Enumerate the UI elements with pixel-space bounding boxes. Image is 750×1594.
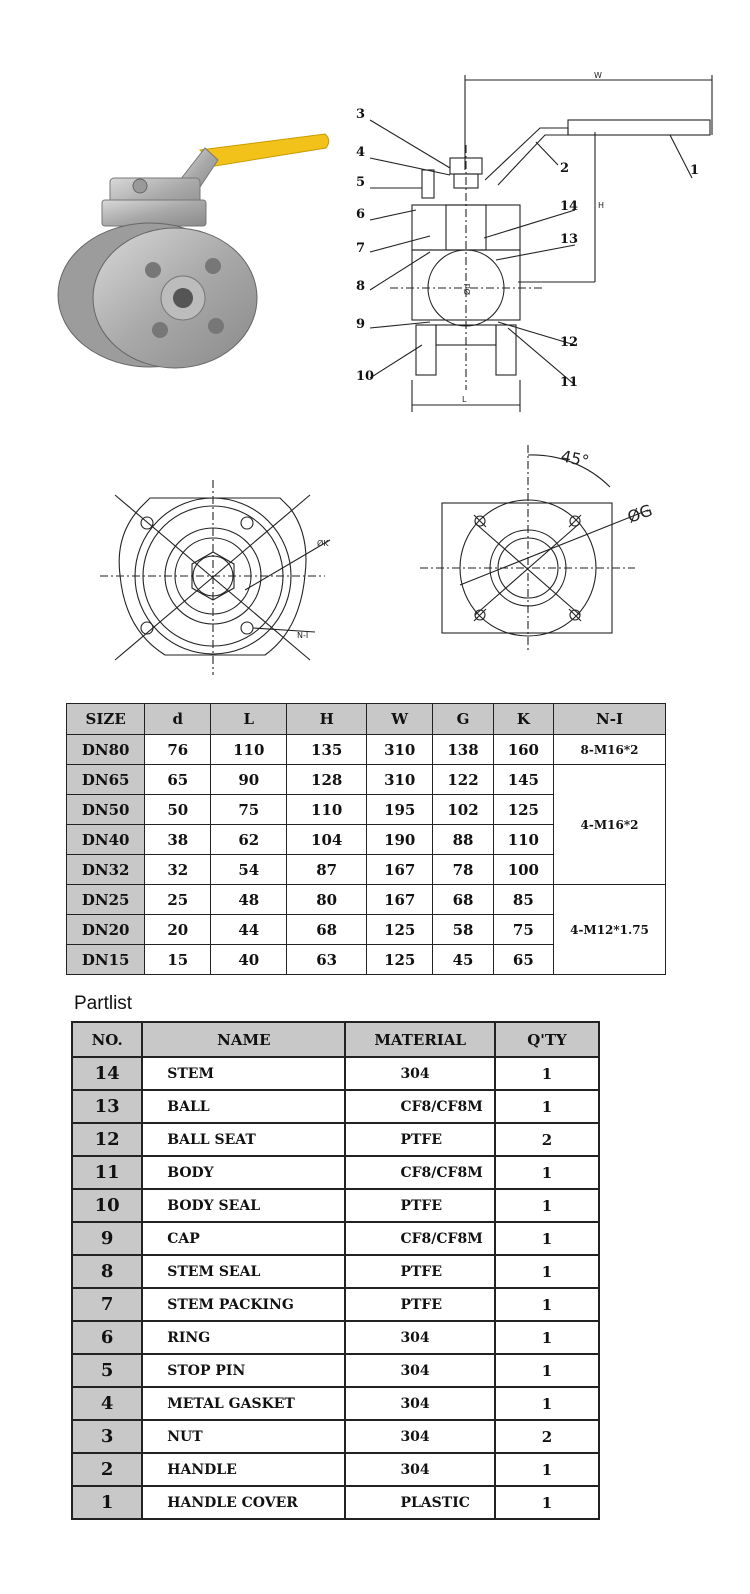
w-cell: 125	[367, 945, 433, 975]
size-cell: DN80	[67, 735, 145, 765]
g-cell: 102	[433, 795, 493, 825]
d-cell: 15	[145, 945, 211, 975]
header-size: SIZE	[67, 704, 145, 735]
g-cell: 78	[433, 855, 493, 885]
d-cell: 38	[145, 825, 211, 855]
valve-photo	[40, 120, 340, 370]
part-name: STEM PACKING	[142, 1288, 345, 1321]
k-cell: 75	[493, 915, 553, 945]
l-cell: 54	[211, 855, 287, 885]
k-cell: 110	[493, 825, 553, 855]
size-cell: DN65	[67, 765, 145, 795]
callout-5: 5	[356, 175, 366, 190]
part-no: 12	[72, 1123, 142, 1156]
part-qty: 1	[495, 1090, 599, 1123]
section-drawing	[350, 60, 730, 420]
part-material: 304	[345, 1321, 494, 1354]
k-cell: 85	[493, 885, 553, 915]
table-row	[72, 1420, 599, 1453]
part-name: NUT	[142, 1420, 345, 1453]
part-name: CAP	[142, 1222, 345, 1255]
part-material: 304	[345, 1453, 494, 1486]
part-material: 304	[345, 1420, 494, 1453]
top-view-drawing	[420, 445, 660, 665]
d-cell: 50	[145, 795, 211, 825]
l-cell: 48	[211, 885, 287, 915]
dim-h-label: H	[598, 201, 605, 210]
part-qty: 1	[495, 1156, 599, 1189]
size-table-header	[67, 704, 666, 735]
part-name: HANDLE	[142, 1453, 345, 1486]
part-name: BODY	[142, 1156, 345, 1189]
w-cell: 310	[367, 765, 433, 795]
table-row	[72, 1189, 599, 1222]
table-row	[72, 1387, 599, 1420]
part-name: BALL SEAT	[142, 1123, 345, 1156]
callout-3: 3	[356, 107, 366, 122]
table-row	[72, 1090, 599, 1123]
size-cell: DN15	[67, 945, 145, 975]
header-material: MATERIAL	[345, 1022, 494, 1057]
part-name: BODY SEAL	[142, 1189, 345, 1222]
dim-ni-label: N-I	[297, 631, 309, 640]
ni-cell: 4-M16*2	[554, 765, 666, 885]
angle-label: 45°	[559, 446, 591, 471]
w-cell: 125	[367, 915, 433, 945]
callout-10: 10	[356, 369, 375, 384]
k-cell: 145	[493, 765, 553, 795]
h-cell: 63	[287, 945, 367, 975]
table-row	[72, 1156, 599, 1189]
part-qty: 2	[495, 1420, 599, 1453]
callout-14: 14	[560, 199, 579, 214]
part-no: 7	[72, 1288, 142, 1321]
part-qty: 1	[495, 1486, 599, 1519]
dim-l-label: L	[462, 395, 467, 404]
table-row	[67, 735, 666, 765]
h-cell: 110	[287, 795, 367, 825]
table-row	[67, 765, 666, 795]
g-cell: 45	[433, 945, 493, 975]
part-no: 13	[72, 1090, 142, 1123]
callout-4: 4	[356, 145, 366, 160]
h-cell: 135	[287, 735, 367, 765]
part-material: PTFE	[345, 1189, 494, 1222]
part-qty: 1	[495, 1255, 599, 1288]
partlist-caption: Partlist	[74, 993, 133, 1014]
ni-cell: 4-M12*1.75	[554, 885, 666, 975]
table-row	[72, 1057, 599, 1090]
callout-12: 12	[560, 335, 579, 350]
l-cell: 90	[211, 765, 287, 795]
header-name: NAME	[142, 1022, 345, 1057]
part-qty: 1	[495, 1189, 599, 1222]
part-name: METAL GASKET	[142, 1387, 345, 1420]
callout-11: 11	[560, 375, 579, 390]
part-material: 304	[345, 1057, 494, 1090]
part-qty: 1	[495, 1288, 599, 1321]
table-row	[72, 1222, 599, 1255]
dim-g-label: ØG	[624, 500, 655, 527]
l-cell: 75	[211, 795, 287, 825]
l-cell: 62	[211, 825, 287, 855]
h-cell: 104	[287, 825, 367, 855]
partlist-table	[71, 1021, 600, 1520]
part-no: 10	[72, 1189, 142, 1222]
part-no: 14	[72, 1057, 142, 1090]
part-qty: 1	[495, 1321, 599, 1354]
w-cell: 167	[367, 855, 433, 885]
part-material: CF8/CF8M	[345, 1156, 494, 1189]
part-material: 304	[345, 1354, 494, 1387]
ni-cell: 8-M16*2	[554, 735, 666, 765]
g-cell: 138	[433, 735, 493, 765]
table-row	[67, 885, 666, 915]
dim-k-label: ØK	[317, 539, 329, 548]
callout-7: 7	[356, 241, 366, 256]
g-cell: 58	[433, 915, 493, 945]
k-cell: 100	[493, 855, 553, 885]
header-ni: N-I	[554, 704, 666, 735]
table-row	[72, 1288, 599, 1321]
part-qty: 1	[495, 1222, 599, 1255]
w-cell: 190	[367, 825, 433, 855]
d-cell: 20	[145, 915, 211, 945]
k-cell: 65	[493, 945, 553, 975]
part-no: 8	[72, 1255, 142, 1288]
header-l: L	[211, 704, 287, 735]
part-no: 11	[72, 1156, 142, 1189]
part-material: PTFE	[345, 1255, 494, 1288]
part-material: PTFE	[345, 1123, 494, 1156]
part-name: RING	[142, 1321, 345, 1354]
g-cell: 122	[433, 765, 493, 795]
partlist-header	[72, 1022, 599, 1057]
w-cell: 167	[367, 885, 433, 915]
header-h: H	[287, 704, 367, 735]
part-name: BALL	[142, 1090, 345, 1123]
callout-2: 2	[560, 161, 570, 176]
h-cell: 68	[287, 915, 367, 945]
table-row	[72, 1453, 599, 1486]
part-no: 1	[72, 1486, 142, 1519]
h-cell: 128	[287, 765, 367, 795]
callout-8: 8	[356, 279, 366, 294]
table-row	[72, 1486, 599, 1519]
w-cell: 310	[367, 735, 433, 765]
callout-6: 6	[356, 207, 366, 222]
size-cell: DN40	[67, 825, 145, 855]
size-cell: DN25	[67, 885, 145, 915]
table-row	[72, 1321, 599, 1354]
part-material: CF8/CF8M	[345, 1222, 494, 1255]
part-no: 5	[72, 1354, 142, 1387]
part-qty: 2	[495, 1123, 599, 1156]
part-qty: 1	[495, 1354, 599, 1387]
header-qty: Q'TY	[495, 1022, 599, 1057]
header-d: d	[145, 704, 211, 735]
size-table	[66, 703, 666, 975]
part-no: 6	[72, 1321, 142, 1354]
g-cell: 68	[433, 885, 493, 915]
callout-9: 9	[356, 317, 366, 332]
d-cell: 76	[145, 735, 211, 765]
l-cell: 44	[211, 915, 287, 945]
dim-d-label: Ød	[463, 283, 472, 295]
part-material: 304	[345, 1387, 494, 1420]
h-cell: 80	[287, 885, 367, 915]
size-cell: DN32	[67, 855, 145, 885]
part-material: PTFE	[345, 1288, 494, 1321]
dim-w-label: W	[594, 71, 602, 80]
table-row	[72, 1255, 599, 1288]
part-qty: 1	[495, 1387, 599, 1420]
callout-13: 13	[560, 232, 579, 247]
part-no: 4	[72, 1387, 142, 1420]
size-cell: DN50	[67, 795, 145, 825]
callout-1: 1	[690, 163, 700, 178]
header-k: K	[493, 704, 553, 735]
d-cell: 32	[145, 855, 211, 885]
table-row	[72, 1123, 599, 1156]
d-cell: 25	[145, 885, 211, 915]
k-cell: 125	[493, 795, 553, 825]
w-cell: 195	[367, 795, 433, 825]
header-g: G	[433, 704, 493, 735]
header-w: W	[367, 704, 433, 735]
g-cell: 88	[433, 825, 493, 855]
part-qty: 1	[495, 1057, 599, 1090]
l-cell: 110	[211, 735, 287, 765]
part-name: STEM	[142, 1057, 345, 1090]
size-cell: DN20	[67, 915, 145, 945]
header-no: NO.	[72, 1022, 142, 1057]
part-qty: 1	[495, 1453, 599, 1486]
part-material: CF8/CF8M	[345, 1090, 494, 1123]
part-name: HANDLE COVER	[142, 1486, 345, 1519]
part-no: 2	[72, 1453, 142, 1486]
h-cell: 87	[287, 855, 367, 885]
part-no: 3	[72, 1420, 142, 1453]
table-row	[72, 1354, 599, 1387]
part-name: STOP PIN	[142, 1354, 345, 1387]
l-cell: 40	[211, 945, 287, 975]
part-name: STEM SEAL	[142, 1255, 345, 1288]
k-cell: 160	[493, 735, 553, 765]
d-cell: 65	[145, 765, 211, 795]
part-material: PLASTIC	[345, 1486, 494, 1519]
part-no: 9	[72, 1222, 142, 1255]
flange-view-drawing	[95, 480, 335, 680]
